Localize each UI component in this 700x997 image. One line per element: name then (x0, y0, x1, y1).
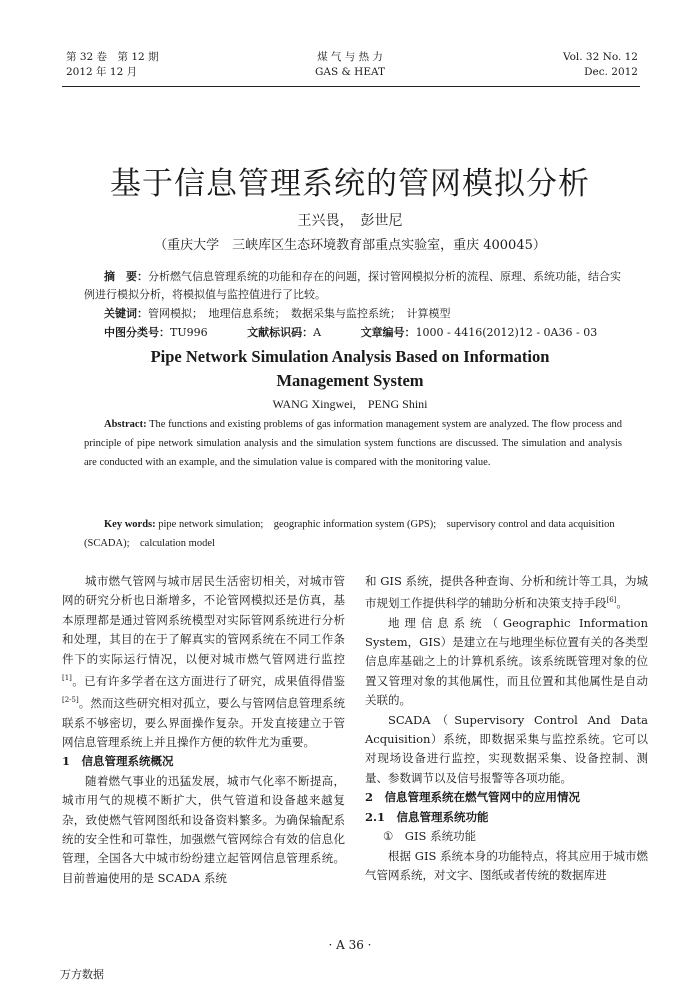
citation-2-5: [2-5] (62, 696, 79, 705)
keywords-cn-text: 管网模拟； 地理信息系统； 数据采集与监控系统； 计算模型 (148, 307, 451, 320)
gis-function-paragraph: 根据 GIS 系统本身的功能特点，将其应用于城市燃气管网系统，对文字、图纸或者传统的数据库进 (365, 848, 648, 882)
clc-label: 中图分类号： (104, 326, 170, 339)
abstract-en (84, 415, 622, 472)
keywords-en (84, 515, 622, 553)
header-divider (62, 86, 640, 87)
paper-title-en (0, 345, 700, 393)
header-journal-cn: 煤 气 与 热 力 (317, 51, 383, 63)
body-column-right (365, 572, 648, 885)
article-number-value: 1000 - 4416(2012)12 - 0A36 - 03 (415, 326, 598, 339)
footer-watermark: 万方数据 (60, 968, 104, 981)
header-date-cn: 2012 年 12 月 (66, 66, 138, 78)
continued-paragraph: 和 GIS 系统，提供各种查询、分析和统计等工具，为城市规划工作提供科学的辅助分析和决策支持手段[6]。 (365, 574, 648, 611)
authors-cn: 王兴畏， 彭世尼 (297, 213, 403, 229)
classification-line (104, 324, 624, 342)
section-1-heading: 1 信息管理系统概况 (62, 754, 174, 769)
abstract-en-label: Abstract: (104, 419, 147, 430)
clc-value: TU996 (170, 326, 208, 339)
citation-1: [1] (62, 674, 72, 683)
affiliation-cn: （重庆大学 三峡库区生态环境教育部重点实验室，重庆 400045） (154, 238, 546, 253)
body-column-left (62, 572, 345, 888)
header-date-en: Dec. 2012 (584, 66, 638, 78)
abstract-cn-text: 分析燃气信息管理系统的功能和存在的问题，探讨管网模拟分析的流程、原理、系统功能，结合实例进行模拟分析，将模拟值与监控值进行了比较。 (84, 270, 621, 301)
gis-paragraph: 地理信息系统（Geographic Information System，GIS）是建立在与地理坐标位置有关的各类型信息库基础之上的计算机系统。该系统既管理对象的位置又管理对象的其他属性，而且位置和其他属性是自动关联的。 (365, 615, 648, 708)
paper-title-en-line2: Management System (276, 371, 424, 390)
doc-code-value: A (313, 326, 322, 339)
scada-paragraph: SCADA（Supervisory Control And Data Acquisition）系统，即数据采集与监控系统。它可以对现场设备进行监控，实现数据采集、设备控制、测量、参数调节以及信号报警等各项功能。 (365, 712, 648, 785)
gis-function-item: ① GIS 系统功能 (383, 829, 477, 844)
header-volume-en: Vol. 32 No. 12 (562, 51, 638, 63)
authors-en: WANG Xingwei, PENG Shini (272, 397, 428, 411)
section-1-paragraph: 随着燃气事业的迅猛发展，城市气化率不断提高，城市用气的规模不断扩大，供气管道和设备越来越复杂，致使燃气管网图纸和设备资料繁多。为确保输配系统的安全性和可靠性，加强燃气管网综合有效的信息化管理，全国各大中城市纷纷建立起管网信息管理系统。目前普遍使用的是 SCADA 系统 (62, 773, 345, 885)
section-2-heading: 2 信息管理系统在燃气管网中的应用情况 (365, 790, 580, 805)
subsection-2-1-heading: 2.1 信息管理系统功能 (365, 809, 489, 824)
keywords-cn-label: 关键词： (104, 307, 148, 320)
abstract-en-text: The functions and existing problems of gas information management system are analyzed. The flow process and principle of pipe network simulation analysis and the simulation system functions are discussed. The simulation and analysis are conducted with an example, and the simulation value is compared with the monitoring value. (84, 419, 623, 468)
paper-title-cn: 基于信息管理系统的管网模拟分析 (110, 166, 590, 202)
page-number: · A 36 · (328, 938, 372, 952)
intro-paragraph: 城市燃气管网与城市居民生活密切相关，对城市管网的研究分析也日渐增多，不论管网模拟还是仿真，基本原理都是通过管网系统模型对实际管网系统进行分析和处理，其目的在于了解真实的管网系统在不同工作条件下的实际运行情况，以便对城市燃气管网进行监控[1]。已有许多学者在这方面进行了研究，成果值得借鉴[2-5]。然而这些研究相对孤立，要么与管网信息管理系统联系不够密切，要么界面操作复杂。开发直接建立于管网信息管理系统上并且操作方便的软件尤为重要。 (62, 574, 345, 749)
abstract-cn (84, 268, 622, 304)
header-journal-en: GAS & HEAT (314, 66, 386, 78)
header-volume: 第 32 卷 第 12 期 (66, 51, 159, 63)
header-volume-en-block (563, 50, 638, 80)
citation-6: [6] (606, 596, 617, 605)
abstract-cn-label: 摘 要： (104, 270, 148, 283)
keywords-en-text: pipe network simulation; geographic information system (GPS); supervisory control and data acquisition (SCADA); calculation model (84, 519, 615, 549)
article-number-label: 文章编号： (360, 326, 416, 339)
keywords-en-label: Key words: (104, 519, 156, 530)
doc-code-label: 文献标识码： (247, 326, 314, 339)
paper-title-en-line1: Pipe Network Simulation Analysis Based on Information (150, 347, 550, 366)
keywords-cn (104, 305, 451, 323)
